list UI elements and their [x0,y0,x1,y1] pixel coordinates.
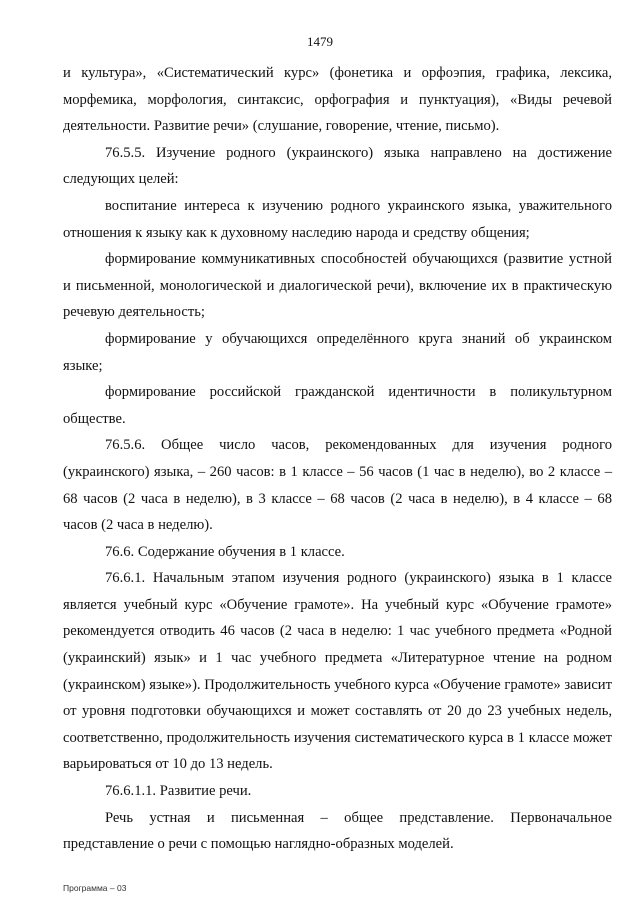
paragraph-goal-knowledge: формирование у обучающихся определённого круга знаний об украинском языке; [63,330,612,374]
paragraph-76-5-6: 76.5.6. Общее число часов, рекомендованных для изучения родного (украинского) языка, – 260 часов: в 1 классе – 56 часов (1 час в неделю), во 2 классе – 68 часов (2 часа в неделю), в 3 классе – 68 часов (2 часа в неделю), в 4 классе – 68 часов (2 часа в неделю). [63,437,612,534]
paragraph-76-6-1: 76.6.1. Начальным этапом изучения родного (украинского) языка в 1 классе является учебный курс «Обучение грамоте». На учебный курс «Обучение грамоте» рекомендуется отводить 46 часов (2 часа в неделю: 1 час учебного предмета «Родной (украинский) язык» и 1 час учебного предмета «Литературное чтение на родном (украинском) языке»). Продолжительность учебного курса «Обучение грамоте» зависит от уровня подготовки обучающихся и может составлять от 20 до 23 учебных недель, соответственно, продолжительность изучения систематического курса в 1 классе может варьироваться от 10 до 13 недель. [63,570,612,773]
paragraph-goal-communicative: формирование коммуникативных способностей обучающихся (развитие устной и письменной, монологической и диалогической речи), включение их в практическую речевую деятельность; [63,251,612,321]
paragraph-continuation: и культура», «Систематический курс» (фонетика и орфоэпия, графика, лексика, морфемика, морфология, синтаксис, орфография и пунктуация), «Виды речевой деятельности. Развитие речи» (слушание, говорение, чтение, письмо). [63,65,612,135]
paragraph-76-6-1-1: 76.6.1.1. Развитие речи. [105,783,252,800]
document-body [63,60,612,858]
paragraph-goal-interest: воспитание интереса к изучению родного украинского языка, уважительного отношения к языку как к духовному наследию народа и средству общения; [63,197,612,241]
paragraph-76-5-5: 76.5.5. Изучение родного (украинского) языка направлено на достижение следующих целей: [63,144,612,188]
paragraph-speech: Речь устная и письменная – общее представление. Первоначальное представление о речи с помощью наглядно-образных моделей. [63,809,612,853]
paragraph-goal-identity: формирование российской гражданской идентичности в поликультурном обществе. [63,384,612,427]
page-number: 1479 [307,34,333,49]
paragraph-76-6: 76.6. Содержание обучения в 1 классе. [105,543,345,560]
page-footer: Программа – 03 [63,883,127,893]
